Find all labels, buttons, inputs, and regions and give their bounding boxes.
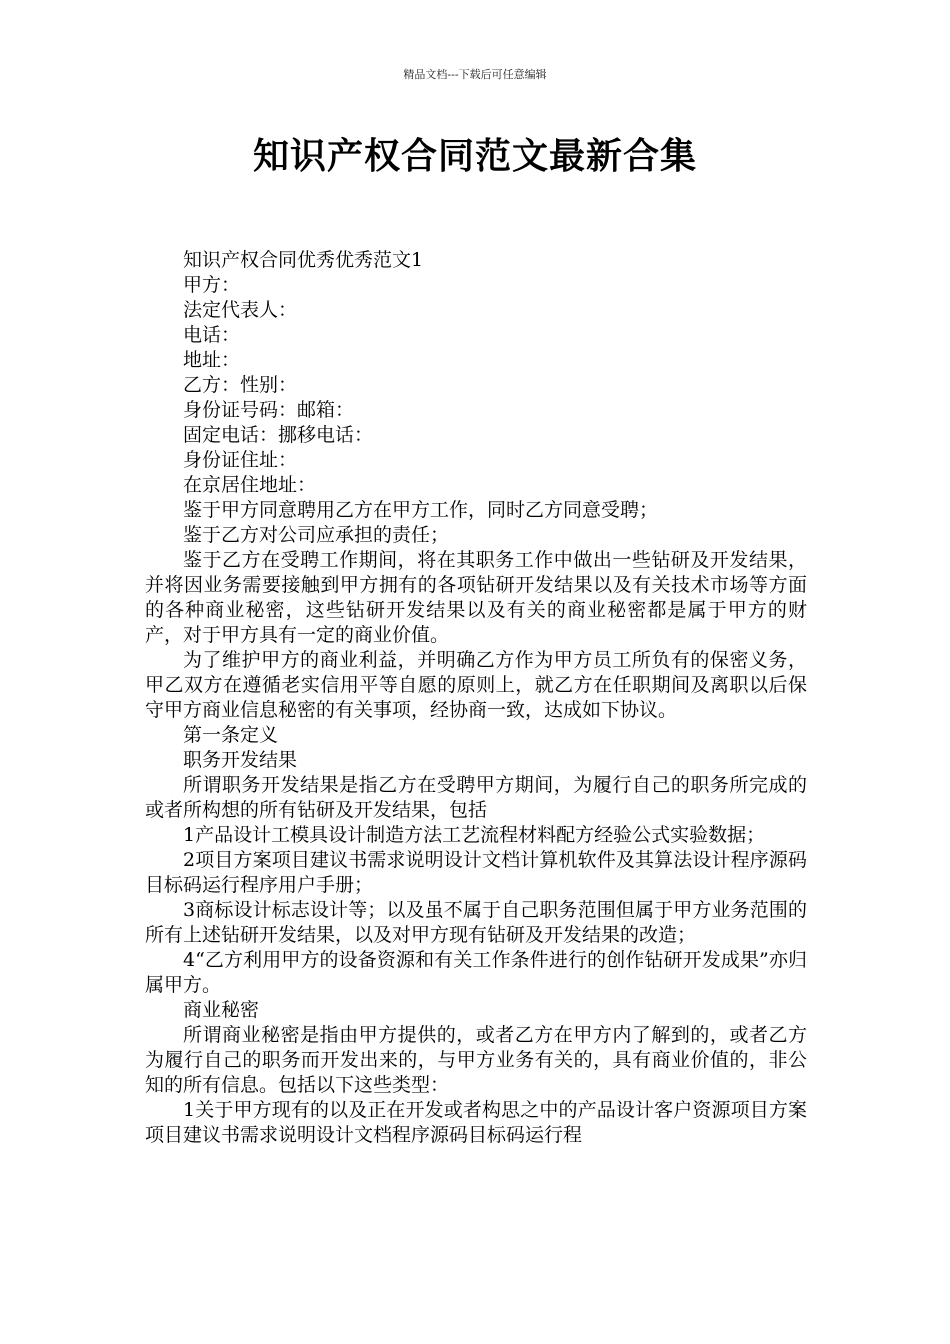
subsection-heading: 商业秘密 xyxy=(183,999,260,1021)
document-body xyxy=(145,248,807,1148)
subsection-heading: 职务开发结果 xyxy=(183,749,298,771)
paragraph: 地址： xyxy=(183,349,241,371)
paragraph: 电话： xyxy=(183,324,241,346)
paragraph: 甲方： xyxy=(183,274,241,296)
paragraph: 固定电话：挪移电话： xyxy=(183,424,374,446)
document-title: 知识产权合同范文最新合集 xyxy=(252,136,697,177)
paragraph: 鉴于甲方同意聘用乙方在甲方工作，同时乙方同意受聘； xyxy=(183,499,659,521)
paragraph: 身份证号码：邮箱： xyxy=(183,399,355,421)
list-item: 3商标设计标志设计等；以及虽不属于自己职务范围但属于甲方业务范围的所有上述钻研开发结果，以及对甲方现有钻研及开发结果的改造； xyxy=(145,899,807,946)
section-heading: 第一条定义 xyxy=(183,724,279,746)
list-item: 1关于甲方现有的以及正在开发或者构思之中的产品设计客户资源项目方案项目建议书需求说明设计文档程序源码目标码运行程 xyxy=(145,1099,807,1146)
list-item: 4“乙方利用甲方的设备资源和有关工作条件进行的创作钻研开发成果”亦归属甲方。 xyxy=(145,949,807,996)
paragraph: 为了维护甲方的商业利益，并明确乙方作为甲方员工所负有的保密义务，甲乙双方在遵循老实信用平等自愿的原则上，就乙方在任职期间及离职以后保守甲方商业信息秘密的有关事项，经协商一致，达成如下协议。 xyxy=(145,649,807,721)
paragraph: 所谓职务开发结果是指乙方在受聘甲方期间，为履行自己的职务所完成的或者所构想的所有钻研及开发结果，包括 xyxy=(145,774,807,821)
paragraph: 所谓商业秘密是指由甲方提供的，或者乙方在甲方内了解到的，或者乙方为履行自己的职务而开发出来的，与甲方业务有关的，具有商业价值的，非公知的所有信息。包括以下这些类型： xyxy=(145,1024,807,1096)
paragraph: 乙方：性别： xyxy=(183,374,298,396)
list-item: 2项目方案项目建议书需求说明设计文档计算机软件及其算法设计程序源码目标码运行程序用户手册； xyxy=(145,849,807,896)
paragraph: 法定代表人： xyxy=(183,299,298,321)
paragraph: 知识产权合同优秀优秀范文1 xyxy=(183,249,424,271)
page-header: 精品文档---下载后可任意编辑 xyxy=(403,68,547,81)
paragraph: 在京居住地址： xyxy=(183,474,317,496)
paragraph: 身份证住址： xyxy=(183,449,298,471)
list-item: 1产品设计工模具设计制造方法工艺流程材料配方经验公式实验数据； xyxy=(183,824,766,846)
paragraph: 鉴于乙方对公司应承担的责任； xyxy=(183,524,450,546)
paragraph: 鉴于乙方在受聘工作期间，将在其职务工作中做出一些钻研及开发结果，并将因业务需要接触到甲方拥有的各项钻研开发结果以及有关技术市场等方面的各种商业秘密，这些钻研开发结果以及有关的商业秘密都是属于甲方的财产，对于甲方具有一定的商业价值。 xyxy=(145,549,807,646)
